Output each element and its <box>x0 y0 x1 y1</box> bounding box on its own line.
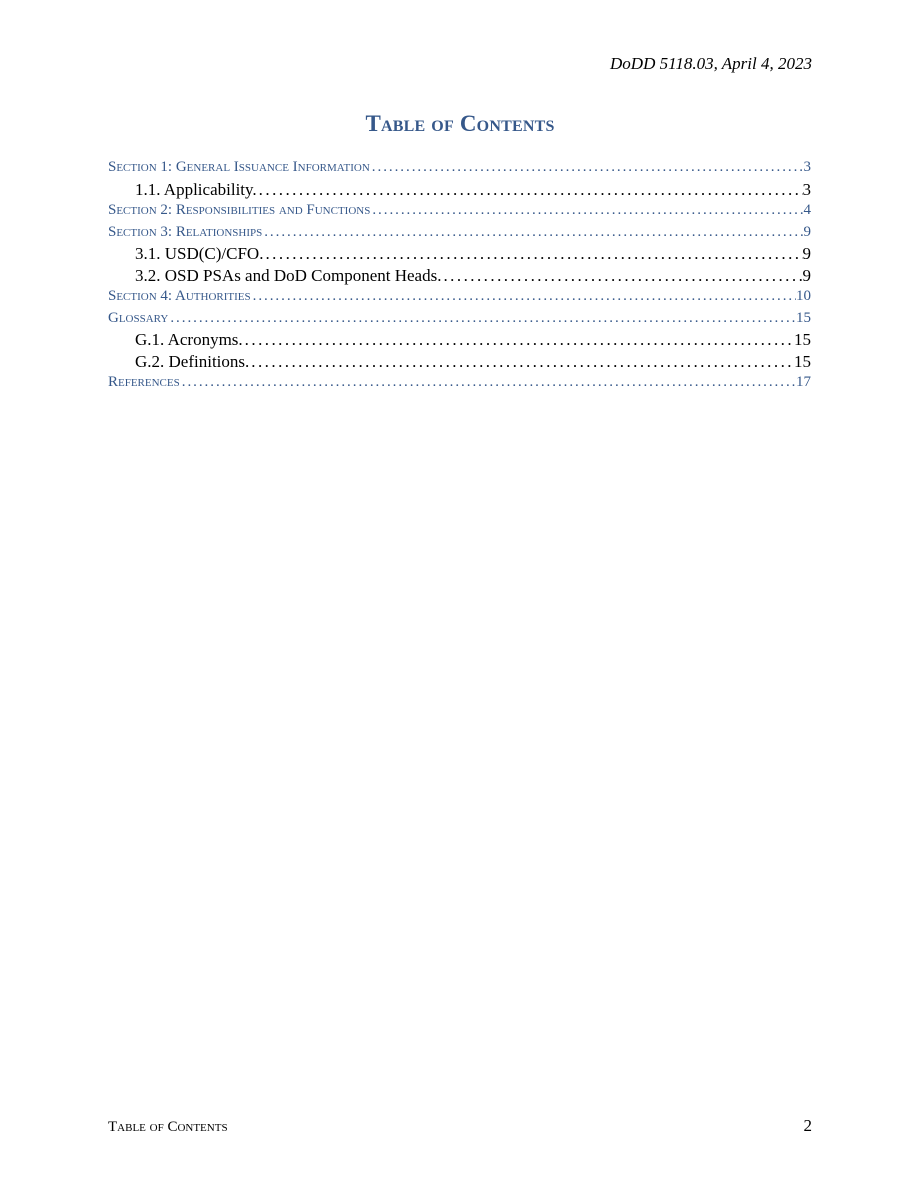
toc-entry-label: References <box>108 374 180 390</box>
toc-entry-section-1[interactable] <box>108 157 811 179</box>
dot-leader <box>370 157 804 179</box>
dot-leader <box>263 243 802 265</box>
toc-entry-page: 17 <box>796 374 811 390</box>
toc-entry-label: Section 4: Authorities <box>108 288 251 304</box>
toc-entry-label: 1.1. Applicability. <box>135 179 257 199</box>
toc-entry-page: 9 <box>802 244 811 263</box>
toc-entry-page: 3 <box>802 179 811 199</box>
toc-entry-label: G.2. Definitions. <box>135 351 250 371</box>
toc-entry-label: 3.2. OSD PSAs and DoD Component Heads. <box>135 265 442 285</box>
document-reference-header: DoDD 5118.03, April 4, 2023 <box>610 54 812 73</box>
toc-entry-label: Section 1: General Issuance Information <box>108 159 370 175</box>
toc-entry-page: 15 <box>794 351 811 371</box>
toc-entry-page: 15 <box>794 330 811 349</box>
footer-section-name: Table of Contents <box>108 1119 228 1135</box>
toc-entry-g-2-definitions[interactable] <box>108 351 811 373</box>
toc-entry-label: Section 3: Relationships <box>108 223 263 240</box>
dot-leader <box>243 329 794 351</box>
toc-entry-section-2[interactable] <box>108 200 811 222</box>
toc-entry-references[interactable] <box>108 372 811 394</box>
dot-leader <box>262 222 803 244</box>
toc-entry-page: 3 <box>803 159 811 175</box>
dot-leader <box>441 265 802 287</box>
dot-leader <box>180 372 796 394</box>
toc-entry-page: 4 <box>803 202 811 218</box>
toc-entry-glossary[interactable] <box>108 308 811 330</box>
toc-entry-page: 9 <box>803 223 811 240</box>
toc-entry-section-4[interactable] <box>108 286 811 308</box>
toc-entry-label: Glossary <box>108 309 169 326</box>
toc-entry-page: 15 <box>796 309 811 326</box>
toc-entry-section-3[interactable] <box>108 222 811 244</box>
table-of-contents <box>108 157 811 394</box>
dot-leader <box>249 351 794 373</box>
toc-title: Table of Contents <box>365 111 555 136</box>
dot-leader <box>370 200 803 222</box>
dot-leader <box>257 179 803 201</box>
toc-entry-g-1-acronyms[interactable] <box>108 329 811 351</box>
toc-entry-3-2-osd-psas[interactable] <box>108 265 811 287</box>
toc-entry-label: Section 2: Responsibilities and Functions <box>108 202 371 218</box>
toc-entry-page: 9 <box>802 265 811 285</box>
toc-entry-label: 3.1. USD(C)/CFO. <box>135 244 264 263</box>
dot-leader <box>251 286 796 308</box>
toc-entry-3-1-usdc-cfo[interactable] <box>108 243 811 265</box>
toc-entry-1-1-applicability[interactable] <box>108 179 811 201</box>
footer-page-number: 2 <box>803 1116 812 1135</box>
toc-entry-label: G.1. Acronyms. <box>135 330 243 349</box>
toc-entry-page: 10 <box>796 288 811 304</box>
dot-leader <box>168 308 796 330</box>
